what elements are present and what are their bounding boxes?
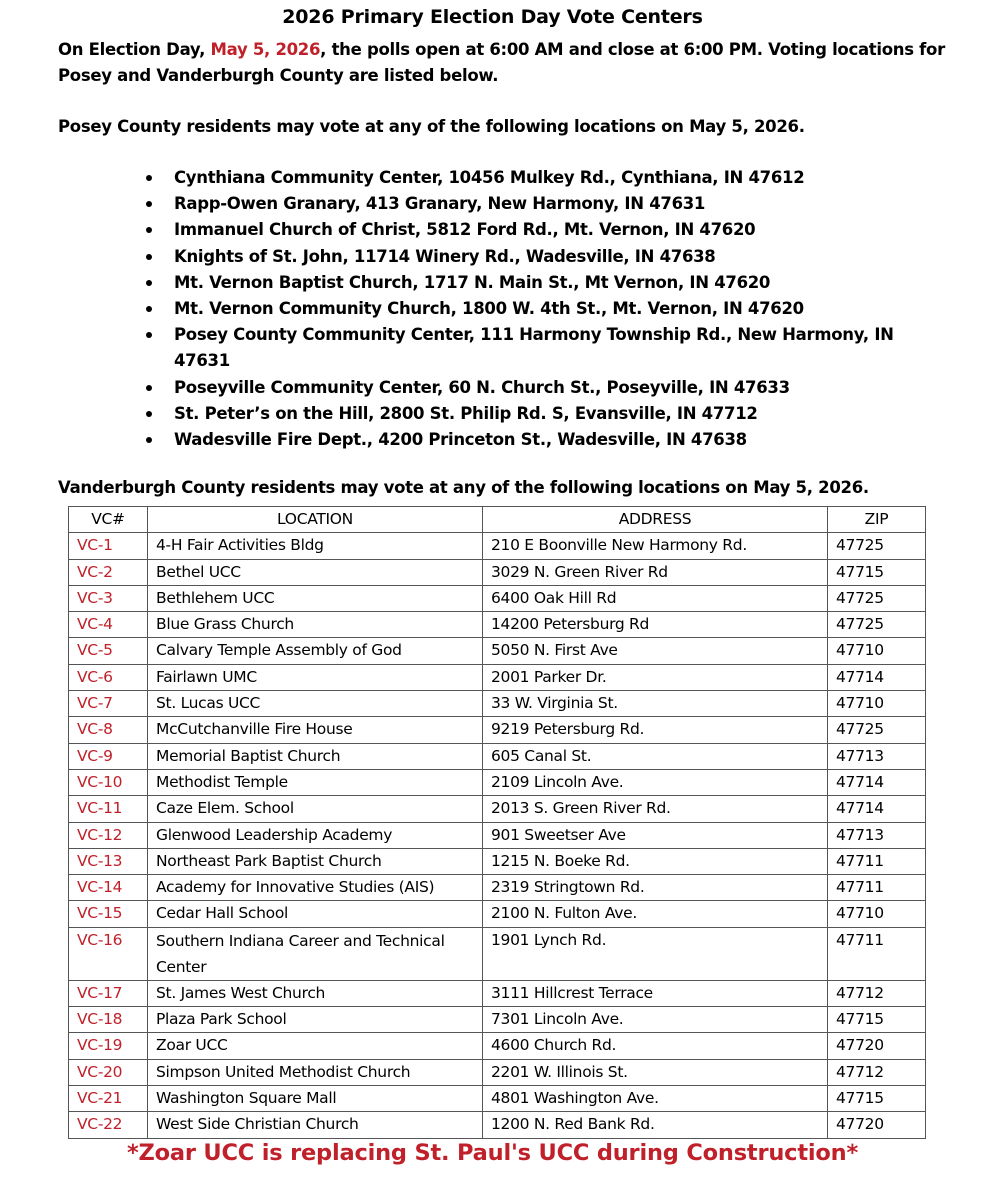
zip-cell: 47715 [828,559,926,585]
vc-number-cell: VC-6 [69,664,148,690]
vote-center-table [68,506,926,1139]
location-cell: Calvary Temple Assembly of God [148,638,483,664]
location-cell: Bethel UCC [148,559,483,585]
address-cell: 2001 Parker Dr. [483,664,828,690]
intro-suffix: , the polls open at 6:00 AM and close at 6:00 PM. Voting locations for Posey and Vanderburgh County are listed below. [58,40,945,85]
address-cell: 4600 Church Rd. [483,1033,828,1059]
zip-cell: 47715 [828,1085,926,1111]
address-cell: 1215 N. Boeke Rd. [483,848,828,874]
posey-location-item: Posey County Community Center, 111 Harmony Township Rd., New Harmony, IN 47631 [142,322,942,374]
address-cell: 4801 Washington Ave. [483,1085,828,1111]
zip-cell: 47713 [828,822,926,848]
vc-number-cell: VC-19 [69,1033,148,1059]
posey-location-item: Mt. Vernon Community Church, 1800 W. 4th St., Mt. Vernon, IN 47620 [142,296,942,322]
vc-number-cell: VC-4 [69,612,148,638]
zip-cell: 47710 [828,638,926,664]
posey-location-item: Mt. Vernon Baptist Church, 1717 N. Main St., Mt Vernon, IN 47620 [142,270,942,296]
address-cell: 605 Canal St. [483,743,828,769]
table-row [69,612,926,638]
address-cell: 3111 Hillcrest Terrace [483,980,828,1006]
location-cell: McCutchanville Fire House [148,717,483,743]
vanderburgh-county-heading: Vanderburgh County residents may vote at any of the following locations on May 5, 2026. [58,478,869,497]
address-cell: 9219 Petersburg Rd. [483,717,828,743]
intro-prefix: On Election Day, [58,40,211,59]
table-row [69,848,926,874]
column-header-address: ADDRESS [483,507,828,533]
address-cell: 1901 Lynch Rd. [483,927,828,980]
vc-number-cell: VC-8 [69,717,148,743]
zip-cell: 47720 [828,1112,926,1138]
vc-number-cell: VC-11 [69,796,148,822]
page-title: 2026 Primary Election Day Vote Centers [282,6,703,28]
posey-location-item: Poseyville Community Center, 60 N. Church St., Poseyville, IN 47633 [142,375,942,401]
zip-cell: 47710 [828,691,926,717]
footnote: *Zoar UCC is replacing St. Paul's UCC during Construction* [126,1140,859,1166]
location-cell: Bethlehem UCC [148,585,483,611]
posey-location-item: Wadesville Fire Dept., 4200 Princeton St., Wadesville, IN 47638 [142,427,942,453]
address-cell: 7301 Lincoln Ave. [483,1007,828,1033]
table-row [69,980,926,1006]
zip-cell: 47714 [828,796,926,822]
location-cell: Zoar UCC [148,1033,483,1059]
address-cell: 33 W. Virginia St. [483,691,828,717]
table-row [69,875,926,901]
table-row [69,1059,926,1085]
zip-cell: 47715 [828,1007,926,1033]
zip-cell: 47720 [828,1033,926,1059]
location-cell: Simpson United Methodist Church [148,1059,483,1085]
vc-number-cell: VC-22 [69,1112,148,1138]
column-header-location: LOCATION [148,507,483,533]
location-cell: Cedar Hall School [148,901,483,927]
zip-cell: 47725 [828,612,926,638]
table-row [69,559,926,585]
vc-number-cell: VC-10 [69,769,148,795]
table-row [69,691,926,717]
address-cell: 2109 Lincoln Ave. [483,769,828,795]
table-row [69,1007,926,1033]
vc-number-cell: VC-15 [69,901,148,927]
location-cell: Caze Elem. School [148,796,483,822]
zip-cell: 47712 [828,980,926,1006]
vc-number-cell: VC-5 [69,638,148,664]
zip-cell: 47725 [828,585,926,611]
zip-cell: 47711 [828,875,926,901]
vc-number-cell: VC-20 [69,1059,148,1085]
zip-cell: 47725 [828,533,926,559]
vc-number-cell: VC-18 [69,1007,148,1033]
table-row [69,743,926,769]
table-row [69,796,926,822]
location-cell: Northeast Park Baptist Church [148,848,483,874]
address-cell: 3029 N. Green River Rd [483,559,828,585]
address-cell: 6400 Oak Hill Rd [483,585,828,611]
table-row [69,717,926,743]
location-cell: West Side Christian Church [148,1112,483,1138]
address-cell: 901 Sweetser Ave [483,822,828,848]
address-cell: 2013 S. Green River Rd. [483,796,828,822]
posey-location-item: St. Peter’s on the Hill, 2800 St. Philip Rd. S, Evansville, IN 47712 [142,401,942,427]
posey-location-item: Immanuel Church of Christ, 5812 Ford Rd., Mt. Vernon, IN 47620 [142,217,942,243]
address-cell: 2319 Stringtown Rd. [483,875,828,901]
posey-location-list [142,165,942,453]
table-header-row [69,507,926,533]
table-row [69,822,926,848]
location-cell: Southern Indiana Career and Technical Center [148,927,483,980]
posey-location-item: Cynthiana Community Center, 10456 Mulkey Rd., Cynthiana, IN 47612 [142,165,942,191]
zip-cell: 47711 [828,927,926,980]
address-cell: 2100 N. Fulton Ave. [483,901,828,927]
table-row [69,901,926,927]
table-row [69,927,926,980]
table-row [69,533,926,559]
vc-number-cell: VC-1 [69,533,148,559]
location-cell: Memorial Baptist Church [148,743,483,769]
location-cell: Glenwood Leadership Academy [148,822,483,848]
address-cell: 2201 W. Illinois St. [483,1059,828,1085]
location-cell: 4-H Fair Activities Bldg [148,533,483,559]
intro-paragraph [58,37,958,89]
column-header-vc-number: VC# [69,507,148,533]
zip-cell: 47725 [828,717,926,743]
location-cell: Washington Square Mall [148,1085,483,1111]
column-header-zip: ZIP [828,507,926,533]
vc-number-cell: VC-13 [69,848,148,874]
table-row [69,585,926,611]
table-row [69,638,926,664]
zip-cell: 47710 [828,901,926,927]
vc-number-cell: VC-12 [69,822,148,848]
location-cell: Methodist Temple [148,769,483,795]
vc-number-cell: VC-21 [69,1085,148,1111]
vc-number-cell: VC-14 [69,875,148,901]
vc-number-cell: VC-17 [69,980,148,1006]
location-cell: Blue Grass Church [148,612,483,638]
table-row [69,1112,926,1138]
posey-location-item: Knights of St. John, 11714 Winery Rd., Wadesville, IN 47638 [142,244,942,270]
location-cell: St. James West Church [148,980,483,1006]
table-row [69,1033,926,1059]
vc-number-cell: VC-3 [69,585,148,611]
address-cell: 1200 N. Red Bank Rd. [483,1112,828,1138]
table-row [69,664,926,690]
vc-number-cell: VC-7 [69,691,148,717]
election-date: May 5, 2026 [210,40,321,59]
location-cell: Fairlawn UMC [148,664,483,690]
zip-cell: 47714 [828,769,926,795]
address-cell: 14200 Petersburg Rd [483,612,828,638]
zip-cell: 47711 [828,848,926,874]
vc-number-cell: VC-16 [69,927,148,980]
zip-cell: 47712 [828,1059,926,1085]
address-cell: 210 E Boonville New Harmony Rd. [483,533,828,559]
location-cell: Plaza Park School [148,1007,483,1033]
address-cell: 5050 N. First Ave [483,638,828,664]
zip-cell: 47714 [828,664,926,690]
table-row [69,769,926,795]
table-row [69,1085,926,1111]
zip-cell: 47713 [828,743,926,769]
vc-number-cell: VC-2 [69,559,148,585]
posey-location-item: Rapp-Owen Granary, 413 Granary, New Harmony, IN 47631 [142,191,942,217]
posey-county-heading: Posey County residents may vote at any of the following locations on May 5, 2026. [58,117,805,136]
location-cell: St. Lucas UCC [148,691,483,717]
vc-number-cell: VC-9 [69,743,148,769]
location-cell: Academy for Innovative Studies (AIS) [148,875,483,901]
